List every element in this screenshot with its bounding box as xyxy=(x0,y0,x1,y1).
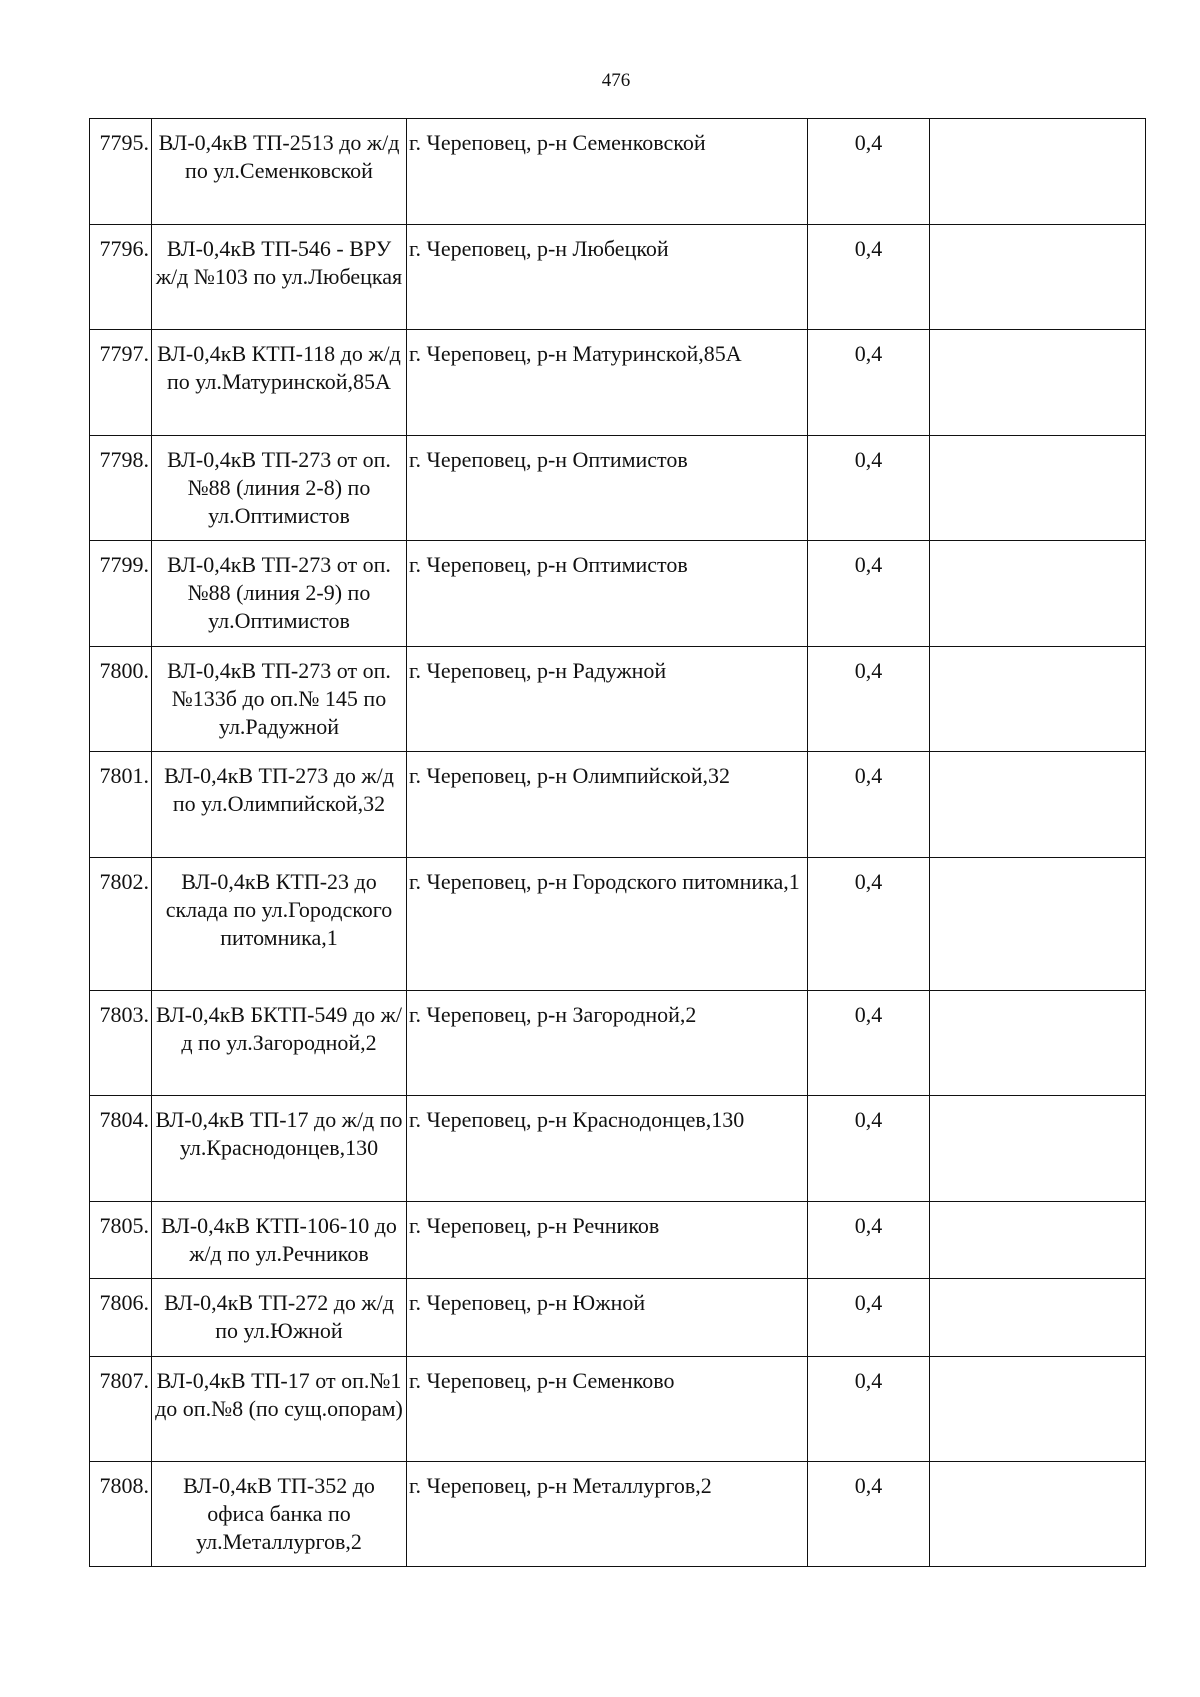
voltage-cell: 0,4 xyxy=(808,436,930,541)
row-number-cell: 7798. xyxy=(90,436,152,541)
row-number-cell: 7808. xyxy=(90,1462,152,1567)
table-row xyxy=(90,647,1146,752)
row-number-cell: 7802. xyxy=(90,858,152,991)
table-row xyxy=(90,225,1146,330)
row-number-cell: 7796. xyxy=(90,225,152,330)
location-cell: г. Череповец, р-н Южной xyxy=(407,1279,808,1357)
location-cell: г. Череповец, р-н Семенковской xyxy=(407,119,808,225)
table-row xyxy=(90,1202,1146,1279)
notes-cell xyxy=(930,752,1146,858)
voltage-cell: 0,4 xyxy=(808,1096,930,1202)
row-number-cell: 7801. xyxy=(90,752,152,858)
voltage-cell: 0,4 xyxy=(808,1462,930,1567)
line-name-cell: ВЛ-0,4кВ ТП-273 от оп.№88 (линия 2-8) по ул.Оптимистов xyxy=(152,436,407,541)
notes-cell xyxy=(930,991,1146,1096)
voltage-cell: 0,4 xyxy=(808,1357,930,1462)
table-row xyxy=(90,119,1146,225)
notes-cell xyxy=(930,1462,1146,1567)
row-number-cell: 7797. xyxy=(90,330,152,436)
voltage-cell: 0,4 xyxy=(808,991,930,1096)
table-row xyxy=(90,858,1146,991)
voltage-cell: 0,4 xyxy=(808,858,930,991)
notes-cell xyxy=(930,330,1146,436)
line-name-cell: ВЛ-0,4кВ ТП-17 до ж/д по ул.Краснодонцев,130 xyxy=(152,1096,407,1202)
voltage-cell: 0,4 xyxy=(808,541,930,647)
location-cell: г. Череповец, р-н Краснодонцев,130 xyxy=(407,1096,808,1202)
line-name-cell: ВЛ-0,4кВ ТП-546 - ВРУ ж/д №103 по ул.Любецкая xyxy=(152,225,407,330)
notes-cell xyxy=(930,119,1146,225)
voltage-cell: 0,4 xyxy=(808,119,930,225)
table-row xyxy=(90,1096,1146,1202)
table-row xyxy=(90,752,1146,858)
row-number-cell: 7805. xyxy=(90,1202,152,1279)
row-number-cell: 7800. xyxy=(90,647,152,752)
location-cell: г. Череповец, р-н Оптимистов xyxy=(407,436,808,541)
voltage-cell: 0,4 xyxy=(808,330,930,436)
line-name-cell: ВЛ-0,4кВ КТП-106-10 до ж/д по ул.Речников xyxy=(152,1202,407,1279)
notes-cell xyxy=(930,436,1146,541)
location-cell: г. Череповец, р-н Семенково xyxy=(407,1357,808,1462)
table-row xyxy=(90,991,1146,1096)
voltage-cell: 0,4 xyxy=(808,1279,930,1357)
line-name-cell: ВЛ-0,4кВ БКТП-549 до ж/д по ул.Загородной,2 xyxy=(152,991,407,1096)
location-cell: г. Череповец, р-н Оптимистов xyxy=(407,541,808,647)
location-cell: г. Череповец, р-н Городского питомника,1 xyxy=(407,858,808,991)
location-cell: г. Череповец, р-н Любецкой xyxy=(407,225,808,330)
line-name-cell: ВЛ-0,4кВ КТП-23 до склада по ул.Городского питомника,1 xyxy=(152,858,407,991)
line-name-cell: ВЛ-0,4кВ ТП-17 от оп.№1 до оп.№8 (по сущ.опорам) xyxy=(152,1357,407,1462)
row-number-cell: 7804. xyxy=(90,1096,152,1202)
row-number-cell: 7806. xyxy=(90,1279,152,1357)
notes-cell xyxy=(930,541,1146,647)
line-name-cell: ВЛ-0,4кВ КТП-118 до ж/д по ул.Матуринской,85А xyxy=(152,330,407,436)
location-cell: г. Череповец, р-н Радужной xyxy=(407,647,808,752)
table-row xyxy=(90,541,1146,647)
line-name-cell: ВЛ-0,4кВ ТП-273 от оп.№88 (линия 2-9) по ул.Оптимистов xyxy=(152,541,407,647)
registry-table-body xyxy=(90,119,1146,1567)
line-name-cell: ВЛ-0,4кВ ТП-273 от оп.№133б до оп.№ 145 по ул.Радужной xyxy=(152,647,407,752)
line-name-cell: ВЛ-0,4кВ ТП-272 до ж/д по ул.Южной xyxy=(152,1279,407,1357)
row-number-cell: 7799. xyxy=(90,541,152,647)
location-cell: г. Череповец, р-н Речников xyxy=(407,1202,808,1279)
notes-cell xyxy=(930,647,1146,752)
table-row xyxy=(90,436,1146,541)
location-cell: г. Череповец, р-н Матуринской,85А xyxy=(407,330,808,436)
table-row xyxy=(90,1462,1146,1567)
line-name-cell: ВЛ-0,4кВ ТП-352 до офиса банка по ул.Металлургов,2 xyxy=(152,1462,407,1567)
notes-cell xyxy=(930,1202,1146,1279)
voltage-cell: 0,4 xyxy=(808,647,930,752)
location-cell: г. Череповец, р-н Металлургов,2 xyxy=(407,1462,808,1567)
table-row xyxy=(90,1279,1146,1357)
row-number-cell: 7795. xyxy=(90,119,152,225)
voltage-cell: 0,4 xyxy=(808,1202,930,1279)
location-cell: г. Череповец, р-н Олимпийской,32 xyxy=(407,752,808,858)
row-number-cell: 7807. xyxy=(90,1357,152,1462)
table-row xyxy=(90,1357,1146,1462)
row-number-cell: 7803. xyxy=(90,991,152,1096)
page-number: 476 xyxy=(601,70,631,91)
notes-cell xyxy=(930,225,1146,330)
location-cell: г. Череповец, р-н Загородной,2 xyxy=(407,991,808,1096)
line-name-cell: ВЛ-0,4кВ ТП-273 до ж/д по ул.Олимпийской,32 xyxy=(152,752,407,858)
table-row xyxy=(90,330,1146,436)
notes-cell xyxy=(930,1096,1146,1202)
notes-cell xyxy=(930,858,1146,991)
voltage-cell: 0,4 xyxy=(808,225,930,330)
registry-table xyxy=(89,118,1146,1567)
line-name-cell: ВЛ-0,4кВ ТП-2513 до ж/д по ул.Семенковской xyxy=(152,119,407,225)
notes-cell xyxy=(930,1279,1146,1357)
voltage-cell: 0,4 xyxy=(808,752,930,858)
notes-cell xyxy=(930,1357,1146,1462)
